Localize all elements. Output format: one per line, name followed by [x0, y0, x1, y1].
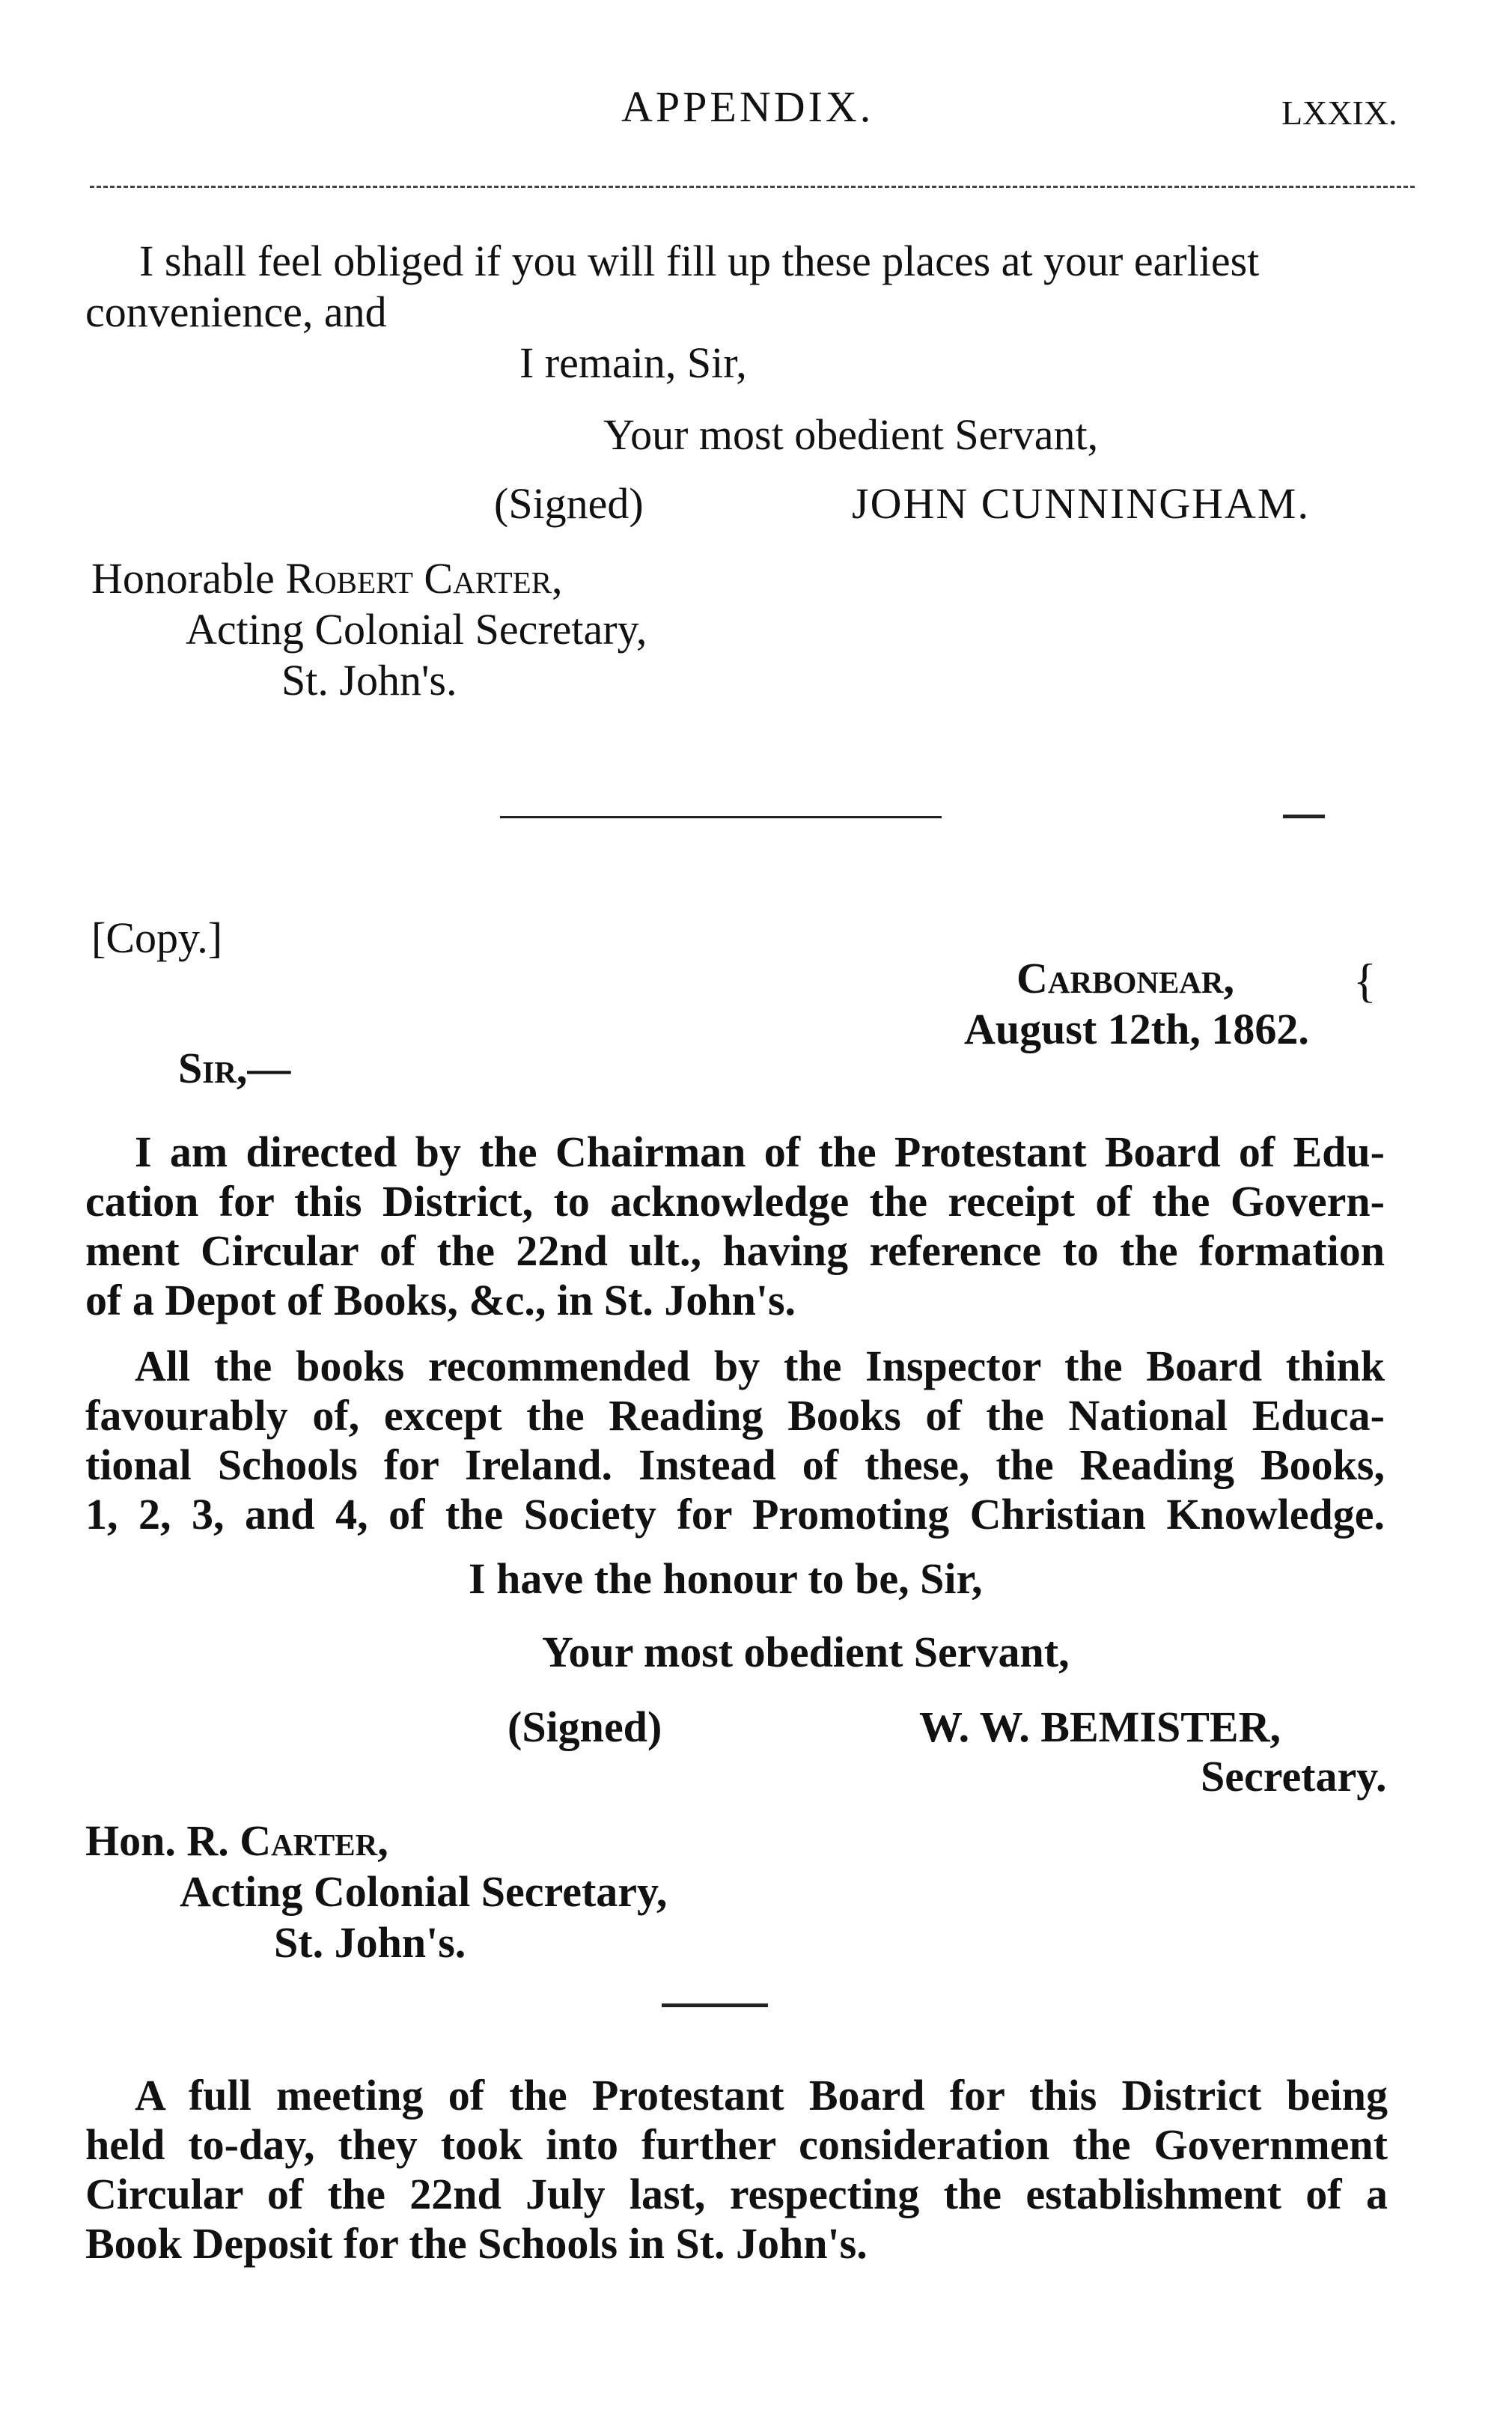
letter1-addressee-prefix: Honorable: [91, 554, 275, 603]
running-header-title: APPENDIX.: [621, 82, 874, 131]
para1-line: I am directed by the Chairman of the Protestant Board of Edu-: [135, 1128, 1385, 1176]
letter2-signed: (Signed): [507, 1703, 662, 1751]
closing-line: held to-day, they took into further consideration the Government: [85, 2120, 1388, 2169]
closing-line: Book Deposit for the Schools in St. John's.: [85, 2219, 868, 2268]
separator-mark: [1283, 815, 1325, 818]
letter1-addressee-title: Acting Colonial Secretary,: [186, 605, 647, 654]
letter2-addressee-place: St. John's.: [274, 1918, 466, 1967]
para2-line: All the books recommended by the Inspector the Board think: [135, 1342, 1385, 1390]
para1-line: cation for this District, to acknowledge the receipt of the Govern-: [85, 1177, 1385, 1226]
letter1-signer: JOHN CUNNINGHAM.: [852, 479, 1310, 528]
letter1-remain: I remain, Sir,: [519, 338, 747, 387]
para2-line: tional Schools for Ireland. Instead of these, the Reading Books,: [85, 1440, 1385, 1489]
letter1-addressee-surname: Robert Carter,: [285, 554, 563, 603]
letter2-honour: I have the honour to be, Sir,: [469, 1554, 983, 1603]
copy-label: [Copy.]: [91, 913, 223, 962]
letter2-addressee-prefix: Hon. R.: [85, 1816, 229, 1865]
header-rule: [90, 186, 1415, 188]
letter1-closing-line2: convenience, and: [85, 287, 387, 336]
letter2-addressee-surname: Carter,: [240, 1816, 388, 1865]
letter1-addressee-place: St. John's.: [281, 656, 457, 705]
closing-separator: [662, 2003, 768, 2007]
letter1-addressee-name: [91, 554, 563, 603]
letter2-signer-title: Secretary.: [1201, 1752, 1387, 1801]
letter1-servant: Your most obedient Servant,: [603, 410, 1099, 459]
para1-line: of a Depot of Books, &c., in St. John's.: [85, 1276, 796, 1324]
section-separator: [500, 816, 942, 818]
letter2-para1: [85, 1128, 1385, 1325]
letter2-place: Carbonear,: [1016, 954, 1235, 1002]
dateline-brace: {: [1353, 954, 1377, 1007]
para1-line: ment Circular of the 22nd ult., having reference to the formation: [85, 1226, 1385, 1275]
letter2-addressee-title: Acting Colonial Secretary,: [180, 1867, 668, 1916]
closing-line: Circular of the 22nd July last, respecting the establishment of a: [85, 2170, 1388, 2218]
para2-line: 1, 2, 3, and 4, of the Society for Promoting Christian Knowledge.: [85, 1490, 1385, 1539]
letter2-salutation: Sir,—: [178, 1044, 291, 1092]
letter2-date: August 12th, 1862.: [964, 1005, 1309, 1053]
letter1-closing-line1: I shall feel obliged if you will fill up these places at your earliest: [139, 237, 1260, 285]
closing-line: A full meeting of the Protestant Board for this District being: [135, 2071, 1388, 2120]
letter1-signed: (Signed): [494, 479, 644, 528]
letter2-servant: Your most obedient Servant,: [542, 1628, 1070, 1676]
letter2-signer: W. W. BEMISTER,: [919, 1703, 1281, 1751]
para2-line: favourably of, except the Reading Books of the National Educa-: [85, 1391, 1385, 1440]
page-number: LXXIX.: [1281, 94, 1397, 132]
letter2-para2: [85, 1342, 1385, 1539]
letter2-addressee-name: [85, 1816, 388, 1866]
closing-paragraph: [85, 2071, 1388, 2269]
